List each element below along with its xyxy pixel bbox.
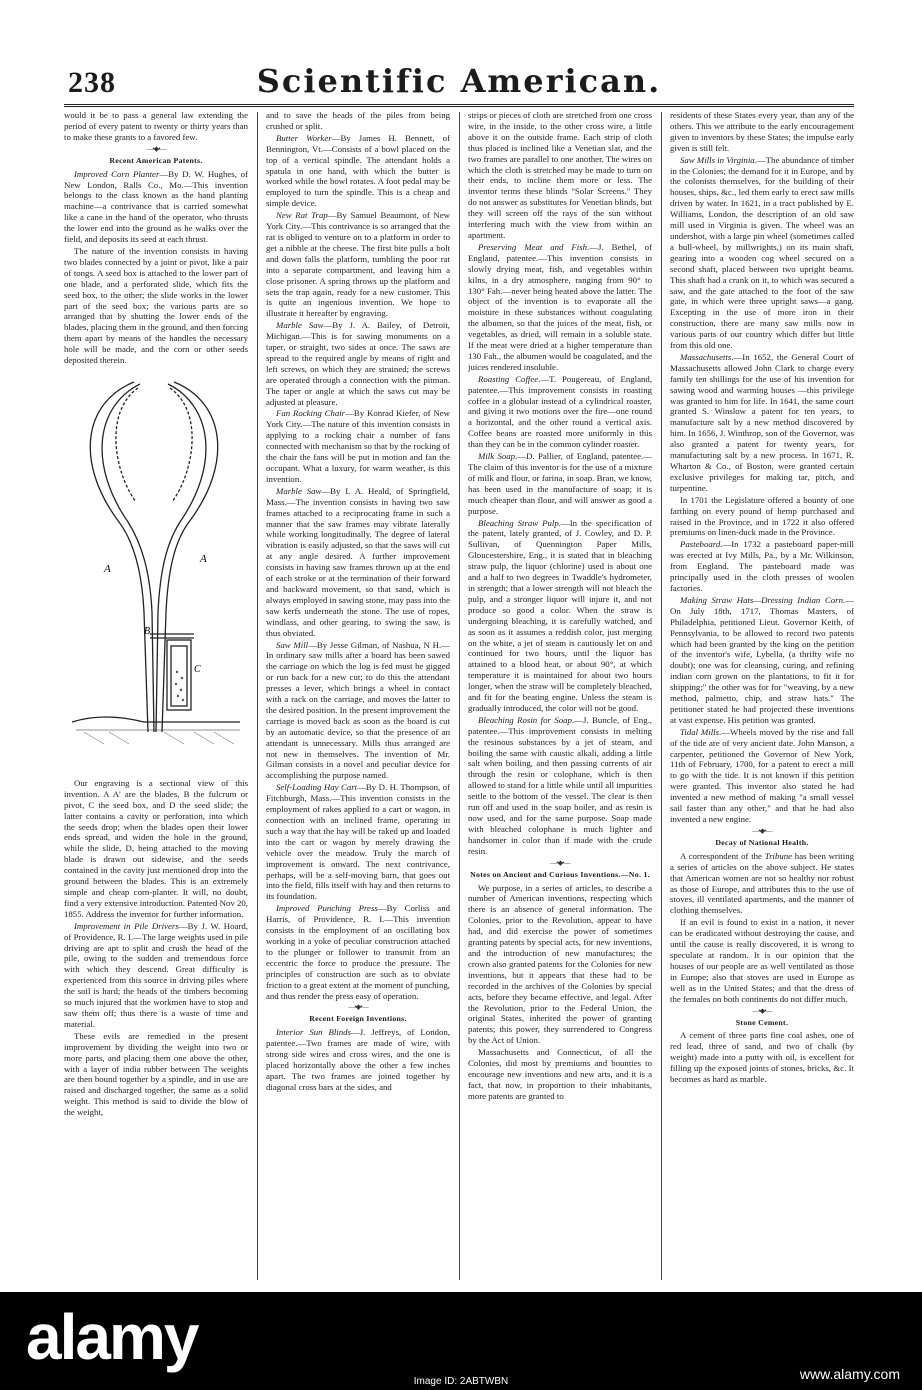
image-id-label: Image ID: 2ABTWBN xyxy=(413,1376,509,1387)
article-title: Fan Rocking Chair xyxy=(276,408,346,419)
section-heading-recent-foreign-inventions: Recent Foreign Inventions. xyxy=(309,1014,407,1024)
figure-label-b: B xyxy=(144,625,151,637)
ornament-divider: —•◆•— xyxy=(752,1006,772,1015)
article-title: Preserving Meat and Fish xyxy=(478,241,588,252)
article-saw-mills-virginia: Saw Mills in Virginia.—The abundance of timber in the Colonies; the demand for it in Europe, and by the colonists themselves, for the building of their houses, ships, &c., led them early to erect saw mills driven by water. In 1621, in a tract published by E. Williams, London, the description of an old saw mill used in Virginia is given. The wheel was an undershot, with a large pin wheel (sometimes called a bull-wheel, by millwrights,) on its main shaft, gearing into a wooden cog wheel secured on a second shaft, placed between two upright beams. This shaft had a crank on it, to which was secured a saw, and the gate attached to the foot of the saw gate, in which were three upright saws—a gang. Excepting in the use of more iron in their construction, there are many saw mills now in various parts of our country which differ but little from this old one. xyxy=(670,154,854,351)
article-milk-soap: Milk Soap.—D. Pallier, of England, patentee.—The claim of this inventor is for the use of a mixture of milk and flour, or farina, in soap. Bran, we know, has been used in the manufacture of soap; it is much cheaper than flour, and will answer as good a purpose. xyxy=(468,451,652,516)
ornament-divider: —•◆•— xyxy=(146,144,166,153)
page-number: 238 xyxy=(68,66,116,99)
col4-intro: residents of these States every year, than any of the others. This we attribute to the early encouragement given to inventors by these States; the impulse early given is still felt. xyxy=(670,110,854,153)
column-4 xyxy=(670,110,854,1282)
article-title: Bleaching Straw Pulp xyxy=(478,517,559,528)
figure-label-a-right: A xyxy=(200,552,207,565)
article-pasteboard: Pasteboard.—In 1732 a pasteboard paper-mill was erected at Ivy Mills, Pa., by a Mr. Wilkinson, from England. The pasteboard made was principally used in the cloth presses of woolen factories. xyxy=(670,539,854,593)
col2-intro: and to save the heads of the piles from being crushed or split. xyxy=(266,110,450,131)
article-columns xyxy=(64,110,854,1282)
article-sun-blinds: Interior Sun Blinds—J. Jeffreys, of London, patentee.—Two frames are made of wire, with strong side wires and cross wires, and the one is placed horizontally above the other a few inches apart. The two frames are joined together by diagonal cross bars at the sides, and xyxy=(266,1027,450,1092)
article-title: Improved Corn Planter xyxy=(74,168,160,179)
article-title: Self-Loading Hay Cart xyxy=(276,782,358,793)
article-hay-cart: Self-Loading Hay Cart—By D. H. Thompson, of Fitchburgh, Mass.—This invention consists in the employment of rakes applied to a cart or wagon, in connection with an inclined frame, operating in such a way that the hay will be raked up and loaded into the cart or wagon by merely drawing the vehicle over the meadow. Truly the march of improvement is onward. The next contrivance, perhaps, will be a self-moving barn, that goes out into the field, fills itself with hay and then returns to its foundation. xyxy=(266,782,450,902)
col3-intro: strips or pieces of cloth are stretched from one cross wire, in the inside, to the other cross wire, a little above it on the outside frame. Each strip of cloth thus placed is inclined like a Venetian slat, and the two frames are parallel to one another. The wires on which the cloth is stretched may be made to turn on their ends, to incline them more or less. The inventor terms these blinds "Solar Screens." They do not answer as substitutes for Venetian blinds, but they will screen off the rays of the sun without interfering much with the view from within an apartment. xyxy=(468,110,652,240)
article-title: Saw Mill xyxy=(276,639,309,650)
masthead-title: Scientific American. xyxy=(256,62,662,100)
article-title: Roasting Coffee xyxy=(478,373,539,384)
article-marble-saw-heald: Marble Saw—By I. A. Heald, of Springfield, Mass.—The invention consists in having two saw frames attached to a reciprocating frame in such a manner that the saw frames may vibrate laterally while working longitudinally. The degree of lateral vibration is easily adjusted, so that the saws will cut at any angle desired. A further improvement consists in having saw frames thrown up at the end of each stroke or at the termination of their forward and backward movement, so that sand, which is always employed in sawing stone, may pass into the saw kerfs underneath the stone. The use of ropes, windlass, and other gearing, to swing the saw, is thus obviated. xyxy=(266,485,450,638)
alamy-logo: alamy xyxy=(26,1301,198,1373)
column-3 xyxy=(468,110,652,1282)
article-paragraph: In 1701 the Legislature offered a bounty of one farthing on every pound of hemp purchased and raised in the Province, and in 1722 it also offered premiums on linen-duck made in the Province. xyxy=(670,494,854,538)
article-straw-hats: Making Straw Hats—Dressing Indian Corn.—On July 18th, 1717, Thomas Masters, of Philadelphia, petitioned Lieut. Governor Keith, of Pennsylvania, to be allowed to record two patents which had been granted by the king on the petition of the inventor's wife, Lybella, (a thrifty wife no doubt); one was for cleansing, curing, and refining indian corn grown on the plantations, to fit it for shipping;" the other was for for "weaving, by a new method, palmetto, chip, and straw hats." The petitioner stated he had projected these inventions at vast expense. His petition was granted. xyxy=(670,594,854,725)
article-title: Tidal Mills xyxy=(680,726,720,737)
section-heading-stone-cement: Stone Cement. xyxy=(735,1017,789,1027)
article-bleaching-straw: Bleaching Straw Pulp.—In the specification of the patent, lately granted, of J. Cowley, and D. P. Sullivan, of Quennington Paper Mills, Gloucestershire, Eng., it is stated that in bleaching straw pulp, the liquor (chlorine) used is about one and a half to two degrees in Twaddle's hydrometer, in strength; that a lower strength will not bleach the pulp, and a stronger liquor will injure it, and not produce so good a color. When the straw is undergoing bleaching, it is carefully watched, and as soon as it assumes a reddish color, just merging on the white, a jet of steam is cautiously let on and continued for two hours, until the liquor has attained to a blood heat, or about 90°, at which temperature it is maintained for about two hours longer, when the straw will be completely bleached, and fit for the beating engine. Unless the steam is gradually introduced, the color will not be good. xyxy=(468,517,652,713)
col1-intro: would it be to pass a general law extending the period of every patent to twenty or thirty years than to make these grants to a favored few. xyxy=(64,110,248,142)
article-title: Improvement in Pile Drivers xyxy=(74,920,179,931)
article-paragraph: Massachusetts and Connecticut, of all the Colonies, did most by premiums and bounties to encourage new inventions and new arts, and it is a fact, that now, in proportion to their inhabitants, more patents are granted to xyxy=(468,1047,652,1101)
section-heading-decay-national-health: Decay of National Health. xyxy=(715,837,809,847)
article-pile-drivers: Improvement in Pile Drivers—By J. W. Hoard, of Providence, R. I.—The large weights used in pile driving are apt to split and crush the head of the pile, owing to the sudden and tremendous force with which they descend. Great difficulty is experienced from this source in driving piles where the soil is hard; the heads of the timbers becoming so much injured that the workmen have to stop and saw them off; thus there is a waste of time and material. xyxy=(64,920,248,1029)
column-rule xyxy=(459,112,460,1280)
article-title: Improved Punching Press xyxy=(276,903,378,914)
article-title: Pasteboard xyxy=(680,539,721,550)
article-marble-saw-bailey: Marble Saw—By J. A. Bailey, of Detroit, Michigan.—This is for sawing monuments on a taper, or straight, two sides at once. The saws are spread to the required angle by means of right and left screws, on which they are strained; the screws are operated through a connection with the pitman. The taper or angle at which the saws cut may be adjusted at pleasure. xyxy=(266,320,450,407)
ornament-divider: —•◆•— xyxy=(348,1003,368,1012)
article-fan-rocking-chair: Fan Rocking Chair—By Konrad Kiefer, of New York City.—The nature of this invention consists in applying to a rocking chair a number of fans connected with mechanism so that by the rocking of the chair the fans will be put in motion and fan the occupant. What a luxury, for warm weather, is this invention. xyxy=(266,408,450,484)
column-rule xyxy=(661,112,662,1280)
article-title: New Rat Trap xyxy=(276,210,328,221)
alamy-url: www.alamy.com xyxy=(799,1366,900,1382)
column-1 xyxy=(64,110,248,1282)
article-paragraph: Our engraving is a sectional view of this invention. A A' are the blades, B the fulcrum or pivot, C the seed box, and D the seed slide; the latter contains a cavity or perforation, into which the seeds drop; when the blades open their lower ends spread, and widen the hole in the ground, while the slide, D, being attached to the moving blade is drawn out sidewise, and the seeds contained in the cavity just mentioned drop into the ground between the blades. This is an extremely simple and cheap corn-planter. It will, no doubt, find a very extensive introduction. Patented Nov 20, 1855. Address the inventor for further information. xyxy=(64,777,248,919)
article-title: Butter Worker xyxy=(276,132,332,143)
article-tidal-mills: Tidal Mills.—Wheels moved by the rise and fall of the tide are of very ancient date. John Manson, a carpenter, petitioned the Governor of New York, 11th of February, 1700, for a patent to erect a mill to go with the tide. It is not known if this petition were granted. This inventor also stated he had invented a new method of making "a small vessel sail faster than any other," and that he had also invented a new engine. xyxy=(670,726,854,824)
article-title: Making Straw Hats—Dressing Indian Corn. xyxy=(680,594,846,605)
article-punching-press: Improved Punching Press—By Corliss and Harris, of Providence, R. I.—This invention consists in the employment of an oscillating box working in a yoke of peculiar construction attached to the plunger or follower to transmit from an eccentric the force to produce the pressure. The principles of construction are such as to obviate friction to a great extent at the moment of punching, and thus render the press easy of operation. xyxy=(266,903,450,1001)
article-rat-trap: New Rat Trap—By Samuel Beaumont, of New York City.—This contrivance is so arranged that the rat is obliged to venture on to a platform in order to get a nibble at the cheese. The first bite pulls a bolt and down falls the platform, tumbling the poor rat into a separate compartment, and leaving him a close prisoner. A spring throws up the platform and sets the trap again, ready for a new customer. This is quite an ingenious invention. We hope to illustrate it hereafter by engraving. xyxy=(266,210,450,319)
article-paragraph: We purpose, in a series of articles, to describe a number of American inventions, respecting which there is an absence of general information. The Colonies, prior to the Revolution, appear to have had, and did exercise the power of sometimes granting patents by special acts, for new inventions, and the introduction of new manufactures; the crown also granted patents for the Colonies for new inventions, but it appears that these had to be recorded in the archives of the Colonies by special acts, before they became effective, and legal. After the Revolution, prior to the Federal Union, the original States, inherited the power of granting patents; this power, they surrendered to Congress by the Act of Union. xyxy=(468,882,652,1046)
article-paragraph: If an evil is found to exist in a nation, it never can be eradicated without destroying the cause, and until the cause is really discovered, it is wrong to speculate at random. It is our opinion that the houses of our people are as well ventilated as those in Europe; also that stoves are used in Europe as well as in the United States; and that the dress of the females on both continents do not differ much. xyxy=(670,917,854,1004)
article-paragraph: The nature of the invention consists in having two blades connected by a joint or pivot, like a pair of tongs. A seed box is attached to the lower part of one blade, and a perforated slide, which fits the seed box, to the other; the slide works in the lower part of the seed box; the various parts are so arranged that by shutting the lower ends of the blades, placing them in the ground, and then forcing them apart by means of the handles the necessary hole will be made, and the corn or other seeds deposited therein. xyxy=(64,245,248,366)
article-title: Bleaching Rosin for Soap xyxy=(478,714,572,725)
article-title: Tribune xyxy=(764,850,793,861)
page-header xyxy=(64,62,854,107)
column-2 xyxy=(266,110,450,1282)
article-roasting-coffee: Roasting Coffee.—T. Pougereau, of England, patentee.—This improvement consists in roasting coffee in a globular instead of a cylindrical roaster, and giving it two motions over the fire—one round a horizontal, and the other round a vertical axis. Coffee beans are roasted more uniformly in this than they can be in the common cylinder roaster. xyxy=(468,373,652,450)
newspaper-page xyxy=(64,62,854,1284)
article-paragraph: These evils are remedied in the present improvement by dividing the weight into two or more parts, and placing them one above the other, with a layer of india rubber between The weights are then bound together by a spindle, and in use are raised and discharged together, the same as a solid weight. This method is said to divide the blow of the weight, xyxy=(64,1030,248,1118)
article-preserving-meat: Preserving Meat and Fish.—J. Bethel, of England, patentee.—This invention consists in slowly drying meat, fish, and vegetables within kilns, in a dry atmosphere, ranging from 90° to 130° Fah.—never being heated above the latter. The object of the invention is to evaporate all the moisture in these substances without coagulating the albumen, so that the juices of the meat, fish, or vegetables, as dried, will remain in a soluble state. If the meat were dried at a higher temperature than 130 Fah., the albumen would be coagulated, and the juices rendered insoluble. xyxy=(468,241,652,372)
ornament-divider: —•◆•— xyxy=(752,826,772,835)
article-corn-planter: Improved Corn Planter—By D. W. Hughes, of New London, Ralls Co., Mo.—This invention belongs to the class known as the hand planting machine—a contrivance that is carried somewhat like a cane in the hand of the operator, who thrusts the lower end into the ground as he walks over the field, and deposits its seed at each thrust. xyxy=(64,168,248,245)
article-title: Marble Saw xyxy=(276,320,324,331)
article-massachusetts: Massachusetts.—In 1652, the General Court of Massachusetts allowed John Clark to charge every family ten shillings for the use of his invention for sawing wood and warming houses —this privilege was granted to him for life. In 1641, the same court granted S. Winslow a patent for ten years, to manufacture salt by a new method discovered by him. In 1656, J. Winthrop, son of the Governor, was also granted a patent for twenty years, for manufacturing salt by a new process. In 1671, R. Wharton & Co., of Boston, were granted certain exclusive privileges for making tar, pitch, and turpentine. xyxy=(670,351,854,493)
corn-planter-engraving xyxy=(64,372,248,772)
figure-label-a-left: A xyxy=(104,562,111,575)
article-title: Massachusetts xyxy=(680,351,732,362)
article-stone-cement: A cement of three parts fine coal ashes, one of red lead, three of sand, and two of chalk (by weight) made into a putty with oil, is excellent for filling up the exposed joints of stones, bricks, &c. It becomes as hard as marble. xyxy=(670,1030,854,1085)
ornament-divider: —•◆•— xyxy=(550,858,570,867)
article-saw-mill: Saw Mill—By Jesse Gilman, of Nashua, N H.—In ordinary saw mills after a board has been sawed the carriage on which the log is fed must be gigged or run back for a new cut; to do this the attendant presses a lever, which brings a wheel in contact with a rack on the carriage, and moves the latter to the desired position. In the present improvement the carriage is moved back as soon as the board is cut by an automatic device, so that the presence of an attendant is unnecessary. Mills thus arranged are not new in themselves. The invention of Mr. Gilman consists in a novel and peculiar device for accomplishing the purpose named. xyxy=(266,639,450,781)
article-bleaching-rosin: Bleaching Rosin for Soap.—J. Buncle, of Eng., patentee.—This improvement consists in melting the resinous substances by a jet of steam, and boiling the same with caustic alkali, adding a little salt when boiling, and then passing currents of air through the resin or colophane, which is then allowed to stand for a little while until all impurities settle to the bottom of the vessel. The clear is then run off and used in the soap boiler, and as resin is now used, and for the same purpose. Soap made with bleached colophane is much lighter and handsomer in color than if made with the crude resin. xyxy=(468,714,652,856)
article-butter-worker: Butter Worker—By James H. Bennett, of Bennington, Vt.—Consists of a bowl placed on the top of a vertical spindle. The attendant holds a spatula in one hand, with which the butter is worked while the bowl rotates. A foot pedal may be employed to turn the spindle. This is a cheap and simple device. xyxy=(266,132,450,209)
figure-label-c: C xyxy=(194,663,201,675)
column-rule xyxy=(257,112,258,1280)
article-title: Marble Saw xyxy=(276,485,322,496)
article-decay-health: A correspondent of the Tribune has been writing a series of articles on the above subject. He states that American women are not so healthy nor robust as those of Europe, and attributes this to the use of stoves, ill ventilated apartments, and the manner of clothing themselves. xyxy=(670,850,854,916)
article-title: Milk Soap xyxy=(478,451,516,462)
corn-planter-illustration xyxy=(64,372,248,772)
section-heading-ancient-inventions: Notes on Ancient and Curious Inventions.—No. 1. xyxy=(470,869,650,879)
article-title: Interior Sun Blinds xyxy=(276,1027,351,1038)
section-heading-recent-american-patents: Recent American Patents. xyxy=(109,155,203,165)
article-title: Saw Mills in Virginia xyxy=(680,154,755,165)
